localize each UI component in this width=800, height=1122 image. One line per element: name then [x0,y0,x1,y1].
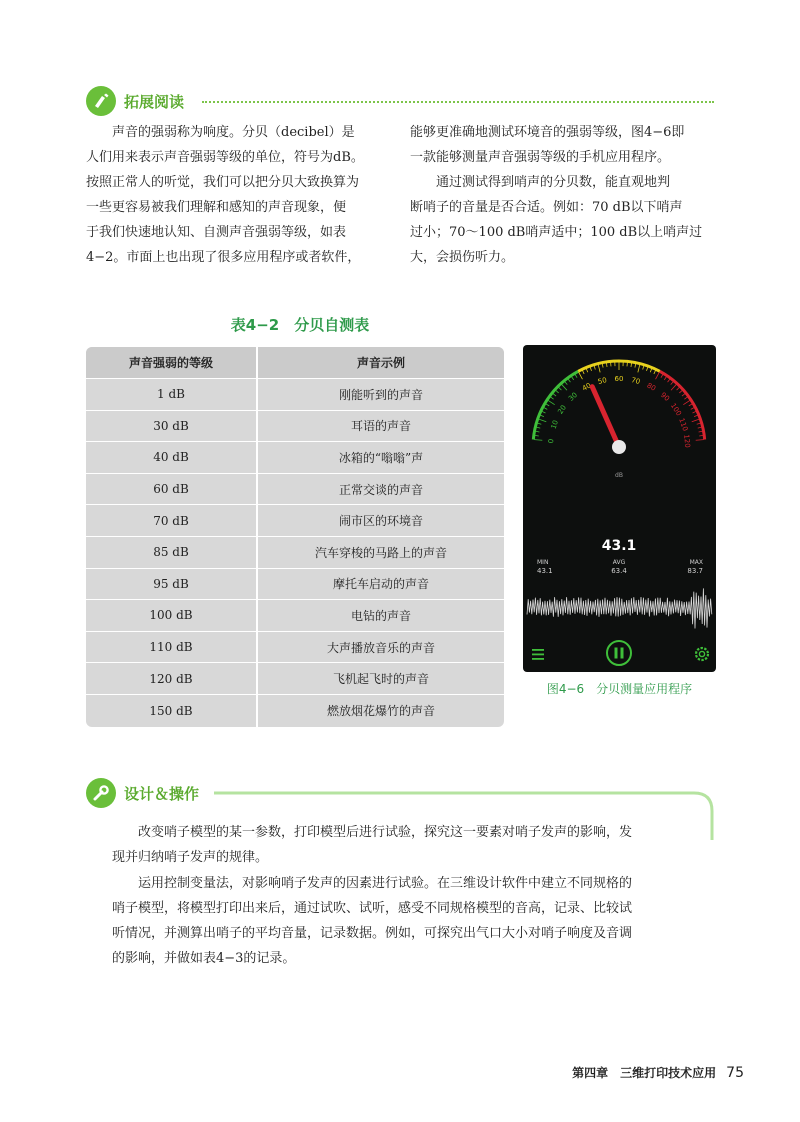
gauge-tick-mark [590,367,591,371]
gauge-tick-mark [575,374,577,377]
gauge-tick-mark [693,411,697,413]
decibel-table [86,347,504,727]
table-cell-example: 汽车穿梭的马路上的声音 [314,545,447,560]
table-cell-example: 冰箱的“嗡嗡”声 [338,450,424,465]
gauge-tick-mark [671,384,676,390]
gauge-tick-mark [568,379,570,382]
gauge-tick-mark [553,394,556,397]
table-cell-level: 60 dB [86,474,258,505]
table-cell-level: 95 dB [86,569,258,600]
gauge-tick-mark [689,404,692,406]
max-label: MAX [689,559,703,566]
meter-unit-label: dB [615,472,623,479]
gauge-tick-mark [650,369,652,373]
gauge-tick-label: 40 [580,381,593,393]
reading-line: 4−2。市面上也出现了很多应用程序或者软件， [86,250,361,265]
avg-label: AVG [612,559,626,566]
meter-gauge [523,345,716,672]
gauge-tick-mark [635,364,636,368]
reading-line: 一款能够测量声音强弱等级的手机应用程序。 [410,150,671,165]
table-row [86,505,504,537]
table-cell-level: 1 dB [86,379,258,410]
table-header-row [86,347,504,379]
gauge-tick-mark [661,374,663,377]
gauge-tick-label: 0 [547,438,556,444]
settings-gear-icon[interactable] [696,648,708,660]
table-cell-level: 120 dB [86,663,258,694]
table-row [86,663,504,695]
gauge-tick-mark [699,435,703,436]
gauge-tick-mark [694,415,698,416]
reading-section-title: 拓展阅读 [124,93,185,111]
max-value: 83.7 [687,567,703,575]
gauge-tick-mark [565,382,568,385]
gauge-tick-mark [559,387,562,390]
table-header-cell: 声音示例 [258,347,504,378]
gauge-tick-label: 70 [630,376,641,387]
design-paragraph-2 [112,871,692,971]
gauge-tick-mark [643,366,644,370]
pause-icon [615,648,618,659]
reading-line: 于我们快速地认知、自测声音强弱等级，如表 [86,225,347,240]
reading-left-column [86,120,391,270]
design-icon [86,778,116,808]
table-cell-example: 正常交谈的声音 [338,482,423,497]
meter-reading: 43.1 [601,538,637,554]
gauge-tick-mark [697,423,701,424]
gauge-scale [533,361,704,440]
gauge-tick-label: 30 [567,390,580,403]
design-section-title: 设计＆操作 [124,785,200,803]
table-title: 表4−2 分贝自测表 [230,316,370,334]
gauge-tick-mark [579,372,583,379]
gauge-tick-mark [691,408,695,410]
table-cell-example: 摩托车启动的声音 [332,577,429,592]
reading-line: 人们用来表示声音强弱等级的单位，符号为dB。 [86,150,364,165]
gauge-tick-mark [535,431,539,432]
gauge-tick-mark [536,427,540,428]
gauge-tick-labels [547,375,691,448]
gauge-tick-mark [582,370,584,374]
table-cell-level: 70 dB [86,505,258,536]
table-row [86,411,504,443]
table-row [86,537,504,569]
reading-line: 声音的强弱称为响度。分贝（decibel）是 [112,125,355,140]
table-row [86,442,504,474]
page-number: 75 [726,1065,744,1081]
gauge-tick-mark [698,427,702,428]
gauge-tick-mark [682,394,685,397]
gauge-tick-mark [562,384,567,390]
reading-line: 按照正常人的听觉，我们可以把分贝大致换算为 [86,175,360,190]
table-cell-example: 耳语的声音 [350,419,411,434]
table-cell-example: 电钻的声音 [350,608,411,623]
table-cell-level: 40 dB [86,442,258,473]
design-line: 的影响，并做如表4−3的记录。 [112,951,296,966]
gauge-tick-mark [548,400,555,404]
gauge-tick-mark [656,372,660,379]
wrench-icon [92,784,110,802]
min-value: 43.1 [537,567,553,575]
gauge-tick-mark [654,370,656,374]
gauge-tick-mark [535,435,539,436]
chapter-title: 第四章 三维打印技术应用 [572,1066,717,1080]
gauge-tick-mark [606,363,607,367]
pause-button[interactable] [607,641,631,665]
gauge-tick-mark [631,363,632,367]
table-cell-example: 燃放烟花爆竹的声音 [326,704,435,719]
gauge-tick-mark [544,408,548,410]
table-cell-example: 大声播放音乐的声音 [326,640,435,655]
gauge-tick-mark [646,367,647,371]
table-row [86,474,504,506]
gauge-tick-mark [684,397,687,399]
gauge-tick-mark [598,365,600,373]
table-header-cell: 声音强弱的等级 [86,347,258,378]
gauge-tick-mark [677,387,680,390]
page-footer [572,1064,744,1081]
gauge-tick-mark [550,397,553,399]
table-row [86,632,504,664]
gauge-tick-mark [638,365,640,373]
gauge-tick-mark [668,379,670,382]
reading-line: 通过测试得到哨声的分贝数，能直观地判 [436,175,671,190]
gauge-tick-mark [540,415,544,416]
table-cell-example: 刚能听到的声音 [338,387,423,402]
table-cell-level: 150 dB [86,695,258,727]
gauge-tick-mark [534,440,542,441]
min-label: MIN [537,559,549,566]
gauge-tick-mark [537,423,541,424]
reading-icon [86,86,116,116]
gauge-tick-mark [692,419,700,422]
gauge-tick-label: 20 [556,403,568,416]
gauge-tick-mark [671,382,674,385]
reading-line: 断哨子的音量是否合适。例如：70 dB以下哨声 [410,200,683,215]
design-line: 现并归纳哨子发声的规律。 [112,850,269,865]
design-paragraph-1 [112,820,692,870]
reading-line: 能够更准确地测试环境音的强弱等级，图4−6即 [410,125,685,140]
design-line: 听情况，并测算出哨子的平均音量，记录数据。例如，可探究出气口大小对哨子响度及音调 [112,926,633,941]
gauge-tick-mark [542,411,546,413]
gauge-tick-mark [594,366,595,370]
pen-book-icon [92,92,110,110]
gauge-tick-label: 110 [677,417,690,433]
table-cell-level: 110 dB [86,632,258,663]
gauge-tick-label: 120 [682,434,692,449]
gauge-tick-label: 50 [597,376,608,387]
gauge-tick-label: 100 [668,401,683,418]
gauge-needle [592,387,619,447]
table-row [86,695,504,727]
table-cell-example: 飞机起飞时的声音 [332,672,429,687]
menu-icon[interactable] [532,649,544,660]
design-line: 运用控制变量法，对影响哨子发声的因素进行试验。在三维设计软件中建立不同规格的 [138,876,633,891]
gauge-needle-hub [612,440,626,454]
gauge-tick-label: 10 [549,419,561,431]
figure-caption: 图4−6 分贝测量应用程序 [546,682,693,696]
gauge-tick-mark [556,390,559,393]
gauge-tick-mark [696,440,704,441]
decibel-meter-app-screenshot [523,345,716,672]
table-cell-level: 30 dB [86,411,258,442]
gauge-tick-mark [539,419,547,422]
gauge-tick-label: 90 [658,390,671,403]
gauge-tick-mark [586,369,588,373]
gauge-tick-label: 60 [614,375,624,383]
gauge-tick-mark [664,377,666,380]
sound-waveform [527,588,712,628]
reading-line: 一些更容易被我们理解和感知的声音现象，便 [86,200,347,215]
gauge-tick-mark [602,364,603,368]
design-line: 改变哨子模型的某一参数，打印模型后进行试验，探究这一要素对哨子发声的影响，发 [138,825,633,840]
gauge-tick-mark [699,431,703,432]
gauge-tick-mark [546,404,549,406]
design-line: 哨子模型，将模型打印出来后，通过试吹、试听，感受不同规格模型的音高，记录、比较试 [112,901,633,916]
gauge-tick-mark [679,390,682,393]
reading-line: 过小；70～100 dB哨声适中；100 dB以上哨声过 [410,225,703,240]
gauge-tick-label: 80 [645,381,658,393]
avg-value: 63.4 [611,567,627,575]
table-row [86,379,504,411]
reading-line: 大，会损伤听力。 [410,250,515,265]
gauge-tick-mark [683,400,690,404]
table-row [86,600,504,632]
table-cell-level: 100 dB [86,600,258,631]
table-row [86,569,504,601]
table-cell-level: 85 dB [86,537,258,568]
reading-divider [202,101,714,103]
reading-right-column [410,120,715,270]
table-cell-example: 闹市区的环境音 [338,514,423,529]
gauge-tick-mark [571,377,573,380]
